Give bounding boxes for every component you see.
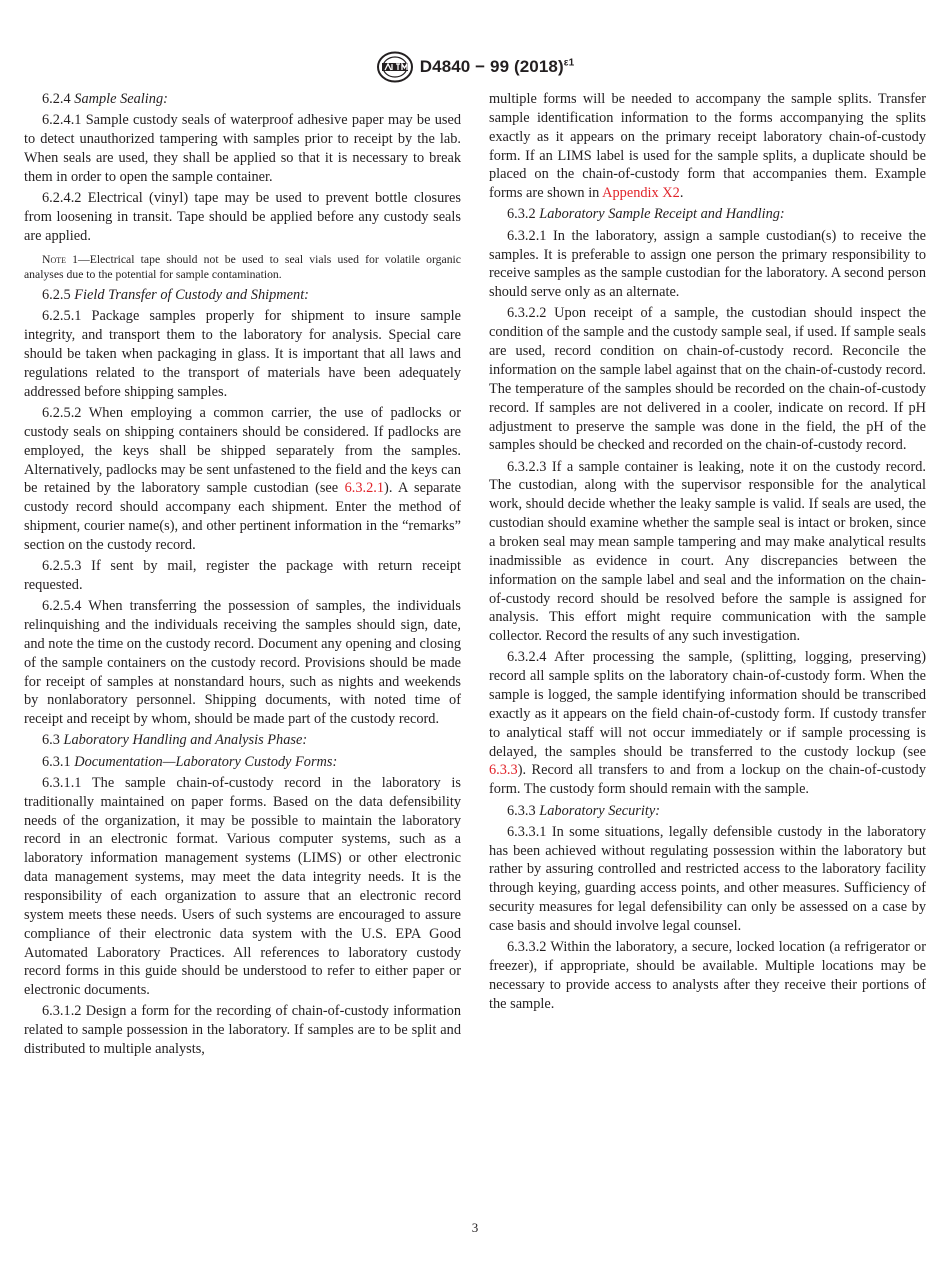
section-heading: 6.3.3 Laboratory Security:: [507, 802, 660, 819]
page-number: 3: [471, 1220, 479, 1235]
section-heading: 6.3.1 Documentation—Laboratory Custody Forms:: [42, 753, 338, 770]
cross-reference-link[interactable]: 6.3.2.1: [344, 480, 385, 497]
left-column: [24, 90, 461, 1061]
section-heading: 6.2.5 Field Transfer of Custody and Shipment:: [42, 287, 309, 304]
paragraph: 6.2.5.3 If sent by mail, register the package with return receipt requested.: [24, 558, 461, 593]
paragraph: 6.3.3.1 In some situations, legally defensible custody in the laboratory has been achieved without regulating possession within the laboratory but rather by assuring controlled and restricted access to the laboratory facility through keying, guarding access points, and other measures. Sufficiency of security measures for legal defensibility can only be assessed on a case by case basis and should involve legal counsel.: [489, 823, 926, 935]
paragraph: 6.2.4.2 Electrical (vinyl) tape may be used to prevent bottle closures from loosening in transit. Tape should be applied before any custody seals are applied.: [24, 190, 461, 244]
paragraph: 6.3.2.4 After processing the sample, (splitting, logging, preserving) record all sample splits on the laboratory chain-of-custody form. When the sample is logged, the sample identifying information should be transcribed exactly as it appears on the field chain-of-custody form. If custody transfer to analytical staff will not occur immediately or if sample processing is delayed, the samples should be transferred to the custody lockup (see 6.3.3). Record all transfers to and from a lockup on the chain-of-custody form. The custody form should remain with the sample.: [489, 649, 926, 798]
paragraph: multiple forms will be needed to accompany the sample splits. Transfer sample identification information to the forms accompanying the splits exactly as it appears on the primary receipt laboratory chain-of-custody form. If an LIMS label is used for the sample splits, a duplicate should be placed on the chain-of-custody form that accompanies them. Example forms are shown in Appendix X2.: [489, 91, 926, 202]
document-designation: D4840 − 99 $(2018)^{\varepsilon 1}$: [419, 57, 575, 76]
paragraph: 6.3.3.2 Within the laboratory, a secure, locked location (a refrigerator or freezer), if appropriate, should be available. Multiple locations may be necessary to provide access to analysts after they receive their portions of the sample.: [489, 939, 926, 1012]
paragraph: 6.3.2.3 If a sample container is leaking, note it on the custody record. The custodian, along with the supervisor responsible for the analytical work, should decide whether the leaky sample is valid. If seals are used, the custodian should examine whether the sample seal is intact or broken, since a broken seal may mean sample tampering and may make analytical results inadmissible as evidence in court. Any discrepancies between the information on the sample label and seal and the information on the chain-of-custody record should be resolved before the sample is assigned for analysis. This effort might require communication with the sample collector. Record the results of any such investigation.: [489, 458, 926, 645]
right-column: [489, 90, 926, 1016]
paragraph: 6.2.4.1 Sample custody seals of waterproof adhesive paper may be used to detect unauthorized tampering with samples prior to receipt by the lab. When seals are used, they shall be applied so that it is necessary to break them in order to open the sample container.: [24, 112, 461, 185]
paragraph: 6.2.5.1 Package samples properly for shipment to insure sample integrity, and transport them to the laboratory for analysis. Special care should be taken when packaging in glass. It is important that all laws and regulations related to the transport of materials have been adequately addressed before shipping samples.: [24, 308, 461, 400]
section-heading: 6.2.4 Sample Sealing:: [42, 91, 168, 107]
paragraph: 6.3.2.2 Upon receipt of a sample, the custodian should inspect the condition of the sample and the custody sample seal, if used. If sample seals are used, record condition on chain-of-custody record. Reconcile the information on the sample label against that on the chain-of-custody record. The temperature of the samples should be recorded on the chain-of-custody record. If samples are not delivered in a cooler, indicate on record. If pH adjustment to preserve the sample was done in the field, the pH of the samples should be checked and recorded on the chain-of-custody record.: [489, 305, 926, 454]
section-heading: 6.3 Laboratory Handling and Analysis Phase:: [42, 732, 308, 749]
note: Note 1—Electrical tape should not be used to seal vials used for volatile organic analyses due to the potential for sample contamination.: [24, 252, 461, 281]
paragraph: 6.3.1.1 The sample chain-of-custody record in the laboratory is traditionally maintained on paper forms. Based on the data defensibility needs of the organization, it may be possible to maintain the laboratory record in an electronic format. Various computer systems, such as a laboratory information management systems (LIMS) or other electronic data management systems, may meet the data integrity needs. It is the responsibility of each organization to assure that an electronic record system meets these needs. Users of such systems are encouraged to assure compliance of their electronic data system with the U.S. EPA Good Automated Laboratory Practices. All references to laboratory custody record forms in this guide should be understood to refer to either paper or electronic documents.: [24, 774, 461, 999]
paragraph: 6.3.2.1 In the laboratory, assign a sample custodian(s) to receive the samples. It is preferable to assign one person the primary responsibility to receive samples as the sample custodian for the laboratory. A second person should serve only as an alternate.: [489, 227, 926, 301]
astm-logo-icon: [376, 51, 414, 83]
paragraph: 6.2.5.4 When transferring the possession of samples, the individuals relinquishing and the individuals receiving the samples should sign, date, and note the time on the custody record. Document any opening and closing of the sample containers on the custody record. Provisions should be made for receipt of samples at nonstandard hours, such as nights and weekends by nonlaboratory personnel. Shipping documents, with noted time of receipt and receipt by whom, should be made part of the custody record.: [24, 598, 461, 728]
page-header: [0, 50, 950, 84]
paragraph: 6.3.1.2 Design a form for the recording of chain-of-custody information related to sample possession in the laboratory. If samples are to be split and distributed to multiple analysts,: [24, 1003, 461, 1058]
paragraph: 6.2.5.2 When employing a common carrier, the use of padlocks or custody seals on shipping containers should be considered. If padlocks are employed, the keys shall be shipped separately from the samples. Alternatively, padlocks may be sent unfastened to the field and the keys can be retained by the laboratory sample custodian (see 6.3.2.1). A separate custody record should accompany each shipment. Enter the method of shipment, courier name(s), and other pertinent information in the “remarks” section on the custody record.: [24, 404, 462, 553]
section-heading: 6.3.2 Laboratory Sample Receipt and Handling:: [507, 206, 785, 223]
cross-reference-link[interactable]: 6.3.3: [489, 762, 518, 779]
appendix-link[interactable]: Appendix X2: [602, 185, 680, 202]
